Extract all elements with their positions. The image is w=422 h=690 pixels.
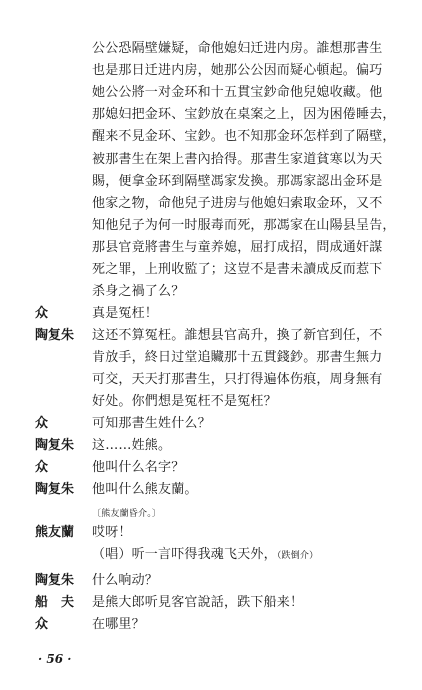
speaker-name: 众 [35, 306, 49, 321]
dialogue-line: 这还不算冤枉。誰想县官高升，換了新官到任，不 [92, 328, 383, 343]
stage-direction: （跌倒介） [276, 551, 319, 561]
dialogue-line: 可交，天天打那書生，只打得遍体伤痕，周身無有 [92, 372, 383, 387]
sung-line [92, 547, 318, 563]
page-number: · 56 · [38, 652, 72, 666]
narrative-line: 也是那日迁进内房，她那公公因而疑心頓起。偏巧 [92, 63, 383, 78]
narrative-line: 公公恐隔壁嫌疑，命他媳妇迁进内房。誰想那書生 [92, 41, 383, 56]
speaker-name: 陶复朱 [35, 573, 75, 588]
narrative-line: 被那書生在架上書內拾得。那書生家道貧寒以为天 [92, 152, 383, 167]
dialogue-line: 他叫什么熊友蘭。 [92, 482, 198, 497]
dialogue-line: 在哪里？ [92, 617, 145, 632]
dialogue-line: 这……姓熊。 [92, 438, 172, 453]
narrative-line: 賜，便拿金环到隔壁馮家发換。那馮家認出金环是 [92, 174, 383, 189]
dialogue-line: 好处。你們想是冤枉不是冤枉？ [92, 394, 277, 409]
dialogue-line: 他叫什么名字？ [92, 460, 185, 475]
narrative-line: 那县官竟將書生与童养媳，屈打成招，問成通奸謀 [92, 240, 383, 255]
speaker-name: 众 [35, 617, 49, 632]
speaker-name: 陶复朱 [35, 438, 75, 453]
narrative-line: 她公公將一对金环和十五貫宝鈔命他兒媳收藏。他 [92, 85, 383, 100]
sung-text: （唱）听一言吓得我魂飞天外， [92, 547, 277, 562]
narrative-line: 死之罪，上刑收監了；这豈不是書未讀成反而惹下 [92, 262, 383, 277]
dialogue-line: 是熊大郎听見客官說話，跌下船来！ [92, 595, 304, 610]
stage-direction: 〔熊友蘭昏介。〕 [92, 509, 162, 519]
speaker-name: 熊友蘭 [35, 525, 75, 540]
dialogue-line: 肯放手，終日过堂追贜那十五貫錢鈔。那書生無力 [92, 350, 383, 365]
speaker-name: 陶复朱 [35, 482, 75, 497]
narrative-line: 杀身之禍了么？ [92, 284, 185, 299]
speaker-name: 陶复朱 [35, 328, 75, 343]
narrative-line: 知他兒子为何一时服毒而死，那馮家在山陽县呈告， [92, 218, 396, 233]
speaker-name: 船 夫 [35, 595, 75, 610]
speaker-name: 众 [35, 416, 49, 431]
narrative-line: 他家之物，命他兒子进房与他媳妇索取金环，又不 [92, 196, 383, 211]
narrative-line: 那媳妇把金环、宝鈔放在桌案之上，因为困倦睡去， [92, 107, 396, 122]
dialogue-line: 真是冤枉！ [92, 306, 159, 321]
dialogue-line: 哎呀！ [92, 525, 132, 540]
dialogue-line: 什么响动？ [92, 573, 159, 588]
speaker-name: 众 [35, 460, 49, 475]
dialogue-line: 可知那書生姓什么？ [92, 416, 211, 431]
narrative-line: 醒来不見金环、宝鈔。也不知那金环怎样到了隔壁， [92, 129, 396, 144]
